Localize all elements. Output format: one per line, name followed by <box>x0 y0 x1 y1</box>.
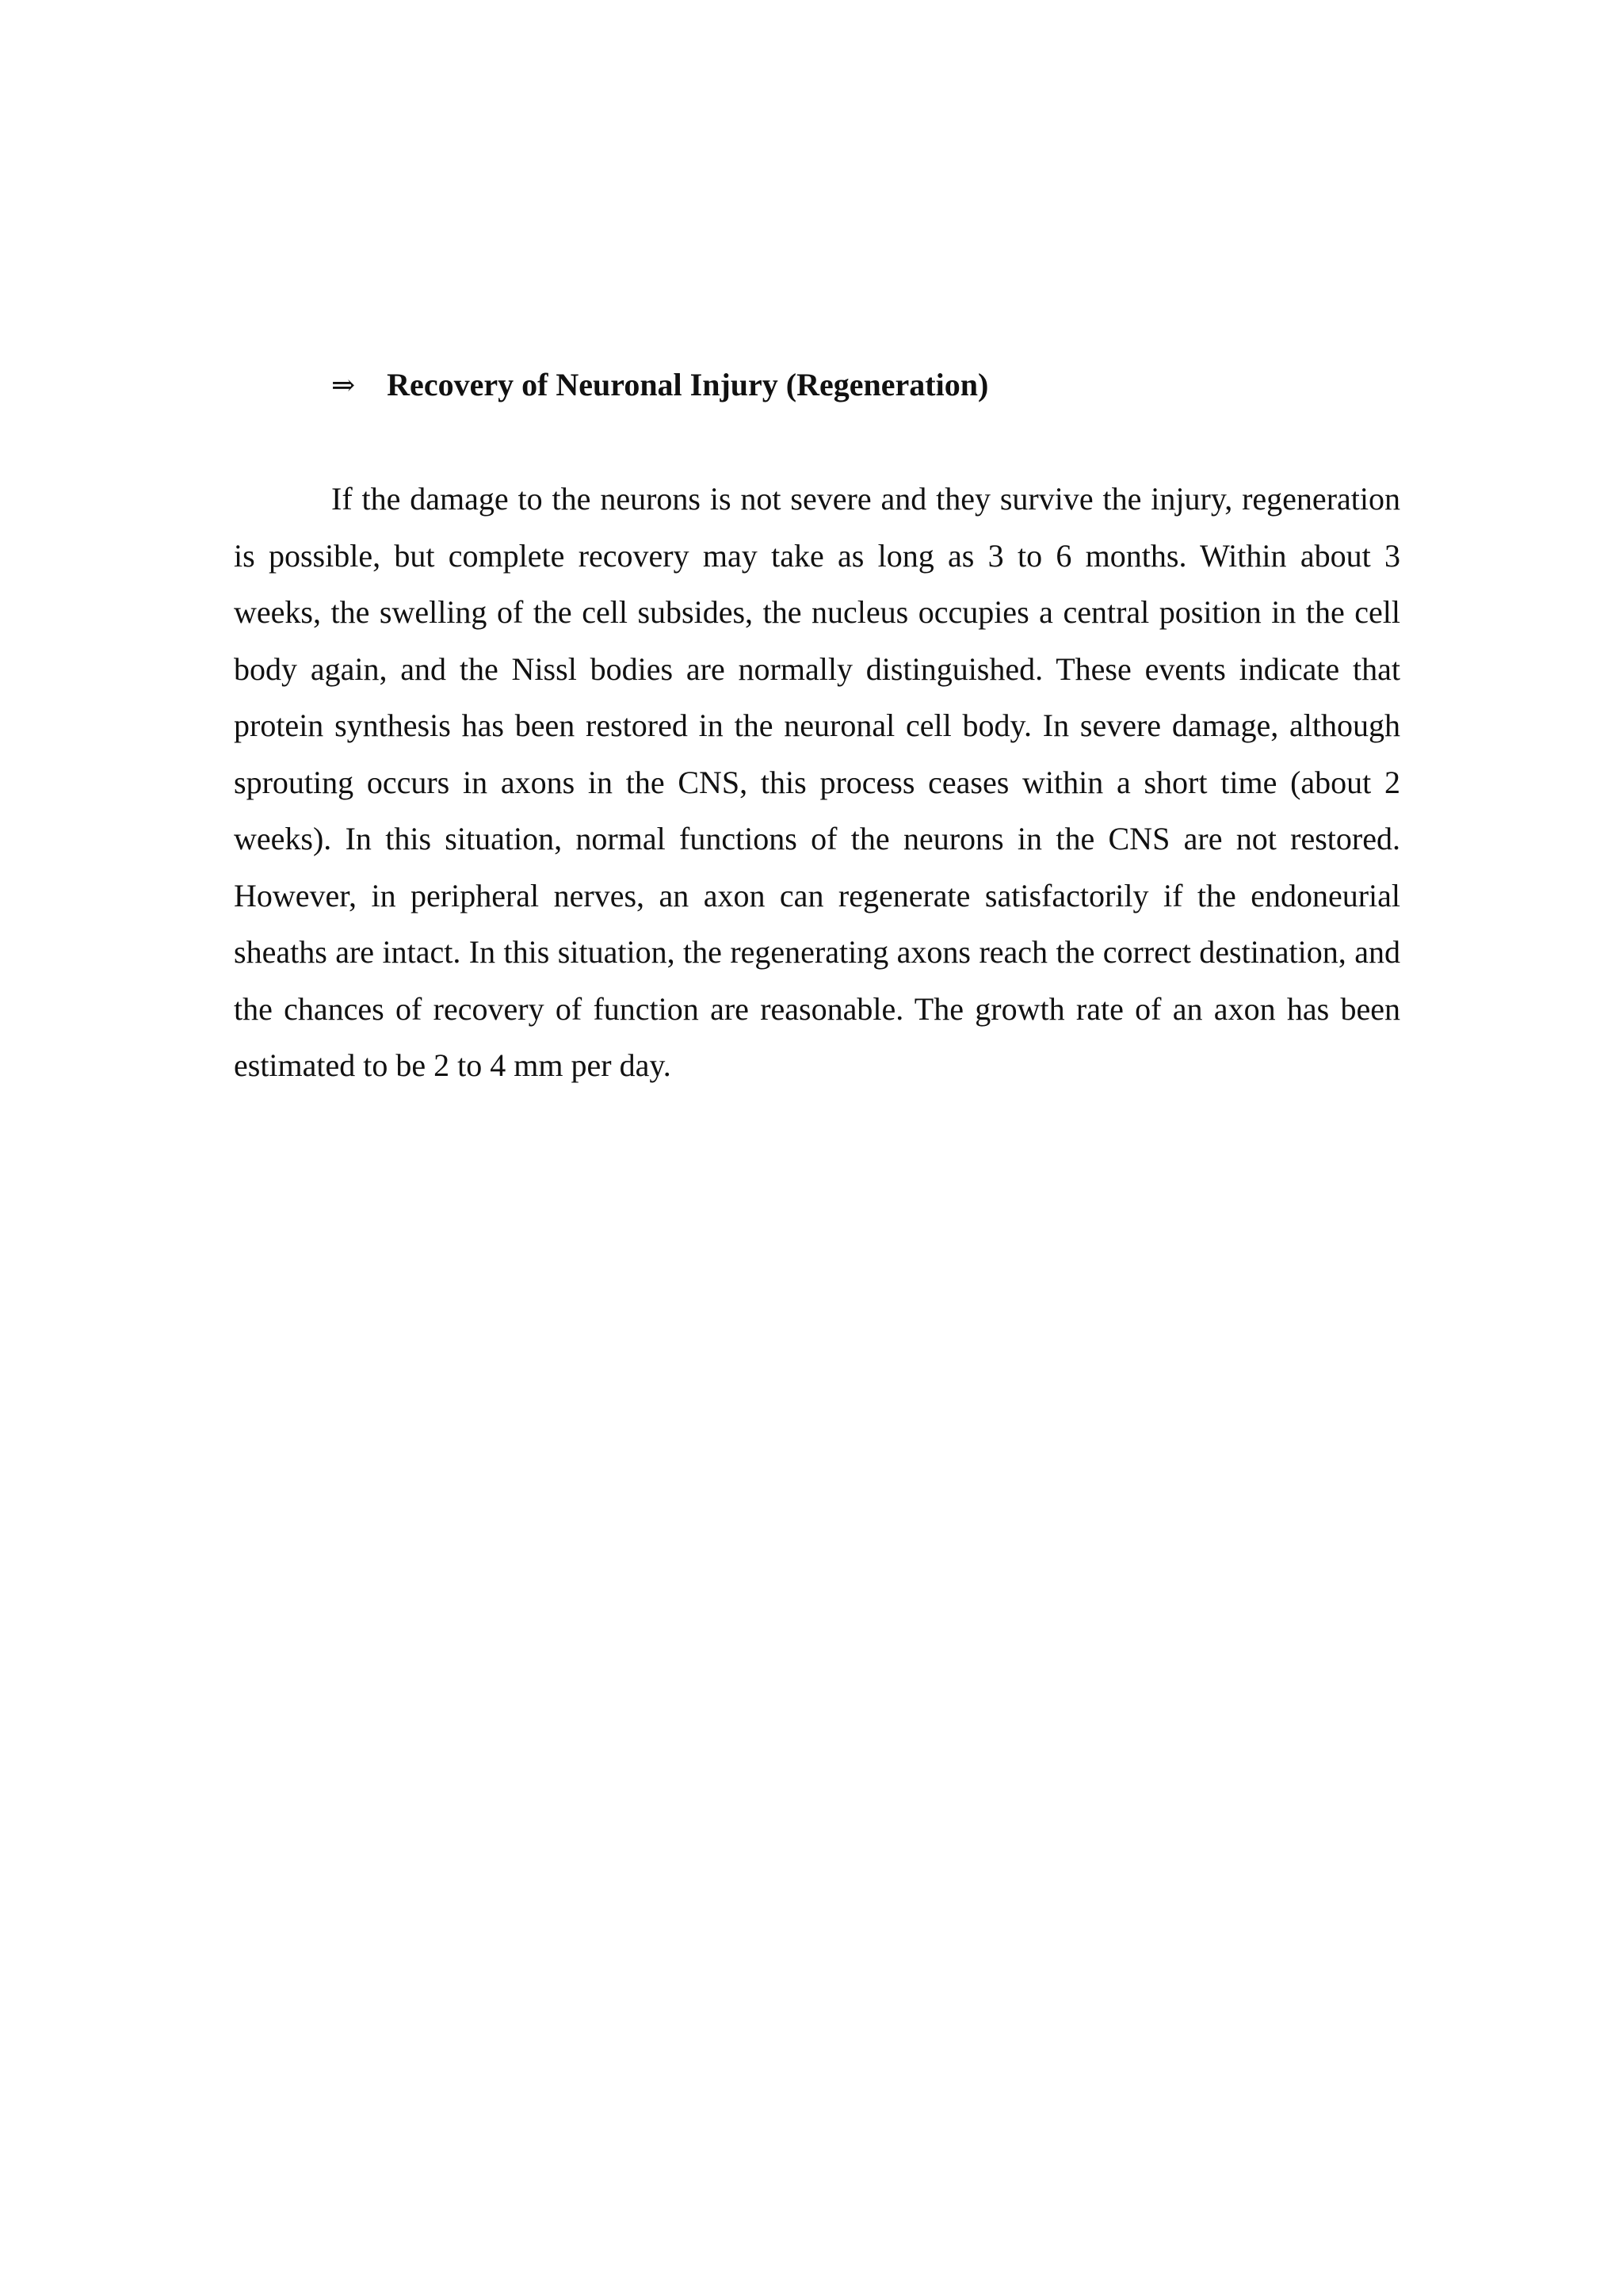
body-paragraph: If the damage to the neurons is not severe and they survive the injury, regeneration is possible, but complete recovery may take as long as 3 to 6 months. Within about 3 weeks, the swelling of the cell subsides, the nucleus occupies a central position in the cell body again, and the Nissl bodies are normally distinguished. These events indicate that protein synthesis has been restored in the neuronal cell body. In severe damage, although sprouting occurs in axons in the CNS, this process ceases within a short time (about 2 weeks). In this situation, normal functions of the neurons in the CNS are not restored. However, in peripheral nerves, an axon can regenerate satisfactorily if the endoneurial sheaths are intact. In this situation, the regenerating axons reach the correct destination, and the chances of recovery of function are reasonable. The growth rate of an axon has been estimated to be 2 to 4 mm per day. <box>234 481 1400 1083</box>
arrow-right-icon: ⇒ <box>331 369 356 401</box>
section-heading-text: Recovery of Neuronal Injury (Regeneration) <box>387 367 989 402</box>
section-heading <box>331 363 988 407</box>
